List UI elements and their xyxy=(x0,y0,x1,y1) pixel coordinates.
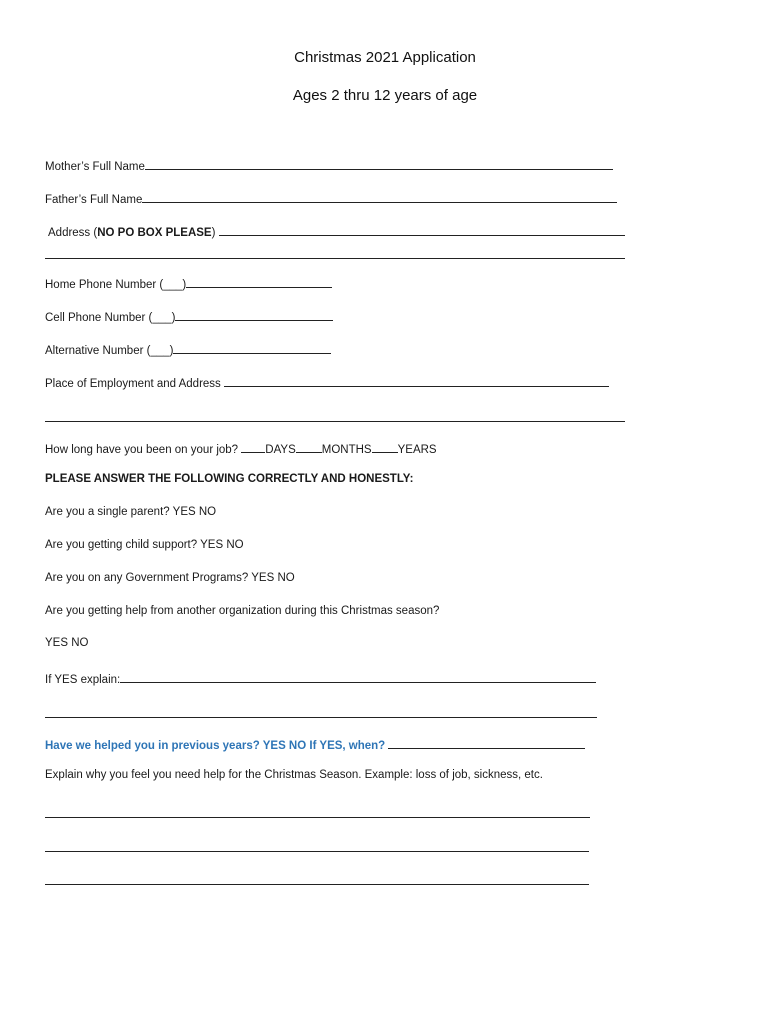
alt-number-row xyxy=(45,341,331,357)
years-label: YEARS xyxy=(397,444,437,456)
home-phone-label: Home Phone Number (___) xyxy=(45,279,187,291)
explain-need-line-1[interactable] xyxy=(45,817,590,818)
questions-heading: PLEASE ANSWER THE FOLLOWING CORRECTLY AND HONESTLY: xyxy=(45,473,414,485)
father-name-row xyxy=(45,190,617,206)
address-label-prefix: Address ( xyxy=(48,227,98,239)
other-organization-answer: YES NO xyxy=(45,637,89,649)
government-programs-question: Are you on any Government Programs? YES NO xyxy=(45,572,295,584)
helped-previous-row xyxy=(45,736,585,752)
child-support-question: Are you getting child support? YES NO xyxy=(45,539,244,551)
explain-need-prompt: Explain why you feel you need help for the Christmas Season. Example: loss of job, sickness, etc. xyxy=(45,769,543,781)
mother-name-label: Mother’s Full Name xyxy=(45,161,145,173)
if-yes-explain-row xyxy=(45,670,596,686)
employment-field-line-2[interactable] xyxy=(45,421,625,422)
employment-row xyxy=(45,374,609,390)
home-phone-row xyxy=(45,275,332,291)
mother-name-field[interactable] xyxy=(145,157,613,170)
days-field[interactable] xyxy=(241,440,265,453)
if-yes-explain-line-2[interactable] xyxy=(45,717,597,718)
form-title: Christmas 2021 Application xyxy=(294,49,476,66)
home-phone-field[interactable] xyxy=(186,275,332,288)
alt-number-label: Alternative Number (___) xyxy=(45,345,174,357)
father-name-field[interactable] xyxy=(142,190,617,203)
single-parent-question: Are you a single parent? YES NO xyxy=(45,506,217,518)
mother-name-row xyxy=(45,157,613,173)
other-organization-question: Are you getting help from another organization during this Christmas season? xyxy=(45,605,440,617)
helped-previous-question: Have we helped you in previous years? YES NO If YES, when? xyxy=(45,740,386,752)
employment-field[interactable] xyxy=(224,374,609,387)
address-field-line-2[interactable] xyxy=(45,258,625,259)
address-row xyxy=(48,223,625,239)
job-length-row xyxy=(45,440,437,456)
if-yes-explain-field[interactable] xyxy=(120,670,596,683)
cell-phone-field[interactable] xyxy=(175,308,333,321)
months-label: MONTHS xyxy=(321,444,372,456)
form-subtitle: Ages 2 thru 12 years of age xyxy=(292,87,478,104)
cell-phone-row xyxy=(45,308,333,324)
days-label: DAYS xyxy=(265,444,296,456)
years-field[interactable] xyxy=(372,440,398,453)
cell-phone-label: Cell Phone Number (___) xyxy=(45,312,176,324)
father-name-label: Father’s Full Name xyxy=(45,194,143,206)
explain-need-line-3[interactable] xyxy=(45,884,589,885)
alt-number-field[interactable] xyxy=(173,341,331,354)
months-field[interactable] xyxy=(296,440,322,453)
address-field[interactable] xyxy=(219,223,625,236)
employment-label: Place of Employment and Address xyxy=(45,378,221,390)
address-label-suffix: ) xyxy=(211,227,216,239)
helped-previous-when-field[interactable] xyxy=(388,736,585,749)
address-label-note: NO PO BOX PLEASE xyxy=(97,227,212,239)
job-length-label: How long have you been on your job? xyxy=(45,444,239,456)
if-yes-explain-label: If YES explain: xyxy=(45,674,121,686)
explain-need-line-2[interactable] xyxy=(45,851,589,852)
